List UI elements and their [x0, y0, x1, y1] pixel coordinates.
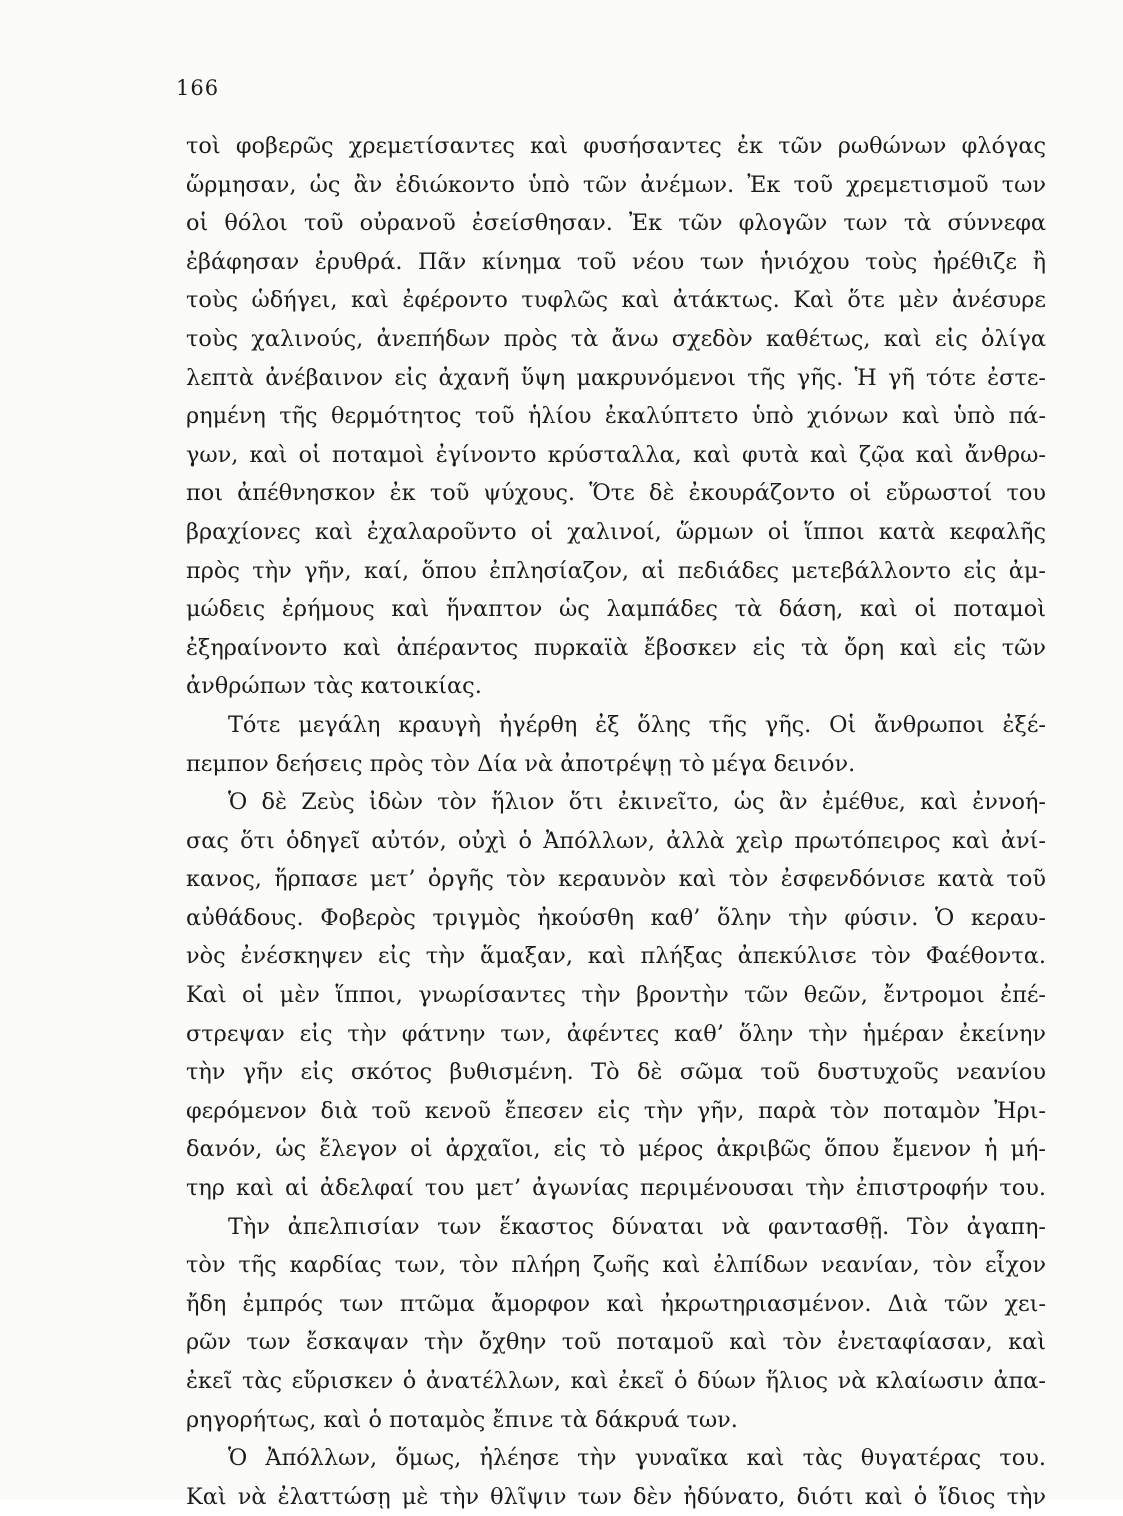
text-line: ἐβάφησαν ἐρυθρά. Πᾶν κίνημα τοῦ νέου των ἡνιόχου τοὺς ἠρέθιζε ἢ	[186, 248, 1046, 275]
text-line: οἱ θόλοι τοῦ οὐρανοῦ ἐσείσθησαν. Ἐκ τῶν φλογῶν των τὰ σύννεφα	[186, 210, 1046, 237]
text-line: ἐξηραίνοντο καὶ ἀπέραντος πυρκαϊὰ ἔβοσκεν εἰς τὰ ὄρη καὶ εἰς τῶν	[186, 634, 1046, 661]
text-line: φερόμενον διὰ τοῦ κενοῦ ἔπεσεν εἰς τὴν γῆν, παρὰ τὸν ποταμὸν Ἠρι-	[186, 1097, 1046, 1124]
text-line: τηρ καὶ αἱ ἀδελφαί του μετ’ ἀγωνίας περιμένουσαι τὴν ἐπιστροφήν του.	[186, 1175, 1046, 1202]
text-line: Τότε μεγάλη κραυγὴ ἠγέρθη ἐξ ὅλης τῆς γῆς. Οἱ ἄνθρωποι ἐξέ-	[228, 711, 1046, 738]
text-line: κανος, ἥρπασε μετ’ ὀργῆς τὸν κεραυνὸν καὶ τὸν ἐσφενδόνισε κατὰ τοῦ	[186, 866, 1046, 893]
text-line: Τὴν ἀπελπισίαν των ἕκαστος δύναται νὰ φαντασθῇ. Τὸν ἀγαπη-	[228, 1213, 1046, 1240]
text-line: δανόν, ὡς ἔλεγον οἱ ἀρχαῖοι, εἰς τὸ μέρος ἀκριβῶς ὅπου ἔμενον ἡ μή-	[186, 1136, 1046, 1163]
text-line: Καὶ νὰ ἐλαττώσῃ μὲ τὴν θλῖψιν των δὲν ἠδύνατο, διότι καὶ ὁ ἴδιος τὴν	[186, 1483, 1046, 1510]
text-line: μώδεις ἐρήμους καὶ ἥναπτον ὡς λαμπάδες τὰ δάση, καὶ οἱ ποταμοὶ	[186, 596, 1046, 623]
text-line: ἐκεῖ τὰς εὕρισκεν ὁ ἀνατέλλων, καὶ ἐκεῖ ὁ δύων ἥλιος νὰ κλαίωσιν ἀπα-	[186, 1368, 1046, 1394]
text-line: λεπτὰ ἀνέβαινον εἰς ἀχανῆ ὕψη μακρυνόμενοι τῆς γῆς. Ἡ γῆ τότε ἐστε-	[186, 364, 1046, 391]
text-line: στρεψαν εἰς τὴν φάτνην των, ἀφέντες καθ’ ὅλην τὴν ἡμέραν ἐκείνην	[186, 1020, 1046, 1047]
text-line: τὸν τῆς καρδίας των, τὸν πλήρη ζωῆς καὶ ἐλπίδων νεανίαν, τὸν εἶχον	[186, 1252, 1046, 1279]
text-line: γων, καὶ οἱ ποταμοὶ ἐγίνοντο κρύσταλλα, καὶ φυτὰ καὶ ζῷα καὶ ἄνθρω-	[186, 441, 1046, 468]
text-line: πεμπον δεήσεις πρὸς τὸν Δία νὰ ἀποτρέψῃ τὸ μέγα δεινόν.	[186, 750, 856, 777]
page-number: 166	[176, 76, 220, 100]
body-text	[186, 127, 1046, 1516]
text-line: ποι ἀπέθνησκον ἐκ τοῦ ψύχους. Ὅτε δὲ ἐκουράζοντο οἱ εὔρωστοί του	[186, 480, 1046, 507]
text-line: τὴν γῆν εἰς σκότος βυθισμένη. Τὸ δὲ σῶμα τοῦ δυστυχοῦς νεανίου	[186, 1059, 1046, 1086]
text-line: αὐθάδους. Φοβερὸς τριγμὸς ἠκούσθη καθ’ ὅλην τὴν φύσιν. Ὁ κεραυ-	[186, 904, 1046, 931]
text-line: Ὁ Ἀπόλλων, ὅμως, ἠλέησε τὴν γυναῖκα καὶ τὰς θυγατέρας του.	[228, 1445, 1046, 1472]
text-line: ὥρμησαν, ὡς ἂν ἐδιώκοντο ὑπὸ τῶν ἀνέμων. Ἐκ τοῦ χρεμετισμοῦ των	[186, 171, 1046, 198]
text-line: ρῶν των ἔσκαψαν τὴν ὄχθην τοῦ ποταμοῦ καὶ τὸν ἐνεταφίασαν, καὶ	[186, 1329, 1046, 1356]
text-line: ἀνθρώπων τὰς κατοικίας.	[186, 673, 482, 700]
text-line: Καὶ οἱ μὲν ἵπποι, γνωρίσαντες τὴν βροντὴν τῶν θεῶν, ἔντρομοι ἐπέ-	[186, 982, 1046, 1009]
text-line: πρὸς τὴν γῆν, καί, ὅπου ἐπλησίαζον, αἱ πεδιάδες μετεβάλλοντο εἰς ἀμ-	[186, 557, 1046, 584]
text-line: τοὶ φοβερῶς χρεμετίσαντες καὶ φυσήσαντες ἐκ τῶν ρωθώνων φλόγας	[186, 133, 1046, 159]
text-line: βραχίονες καὶ ἐχαλαροῦντο οἱ χαλινοί, ὥρμων οἱ ἵπποι κατὰ κεφαλῆς	[186, 518, 1046, 545]
text-line: Ὁ δὲ Ζεὺς ἰδὼν τὸν ἥλιον ὅτι ἐκινεῖτο, ὡς ἂν ἐμέθυε, καὶ ἐννοή-	[228, 789, 1046, 816]
text-line: σας ὅτι ὁδηγεῖ αὐτόν, οὐχὶ ὁ Ἀπόλλων, ἀλλὰ χεὶρ πρωτόπειρος καὶ ἀνί-	[186, 827, 1046, 854]
text-line: ἤδη ἐμπρός των πτῶμα ἄμορφον καὶ ἠκρωτηριασμένον. Διὰ τῶν χει-	[186, 1290, 1046, 1317]
text-line: ρημένη τῆς θερμότητος τοῦ ἡλίου ἐκαλύπτετο ὑπὸ χιόνων καὶ ὑπὸ πά-	[186, 403, 1046, 430]
text-line: νὸς ἐνέσκηψεν εἰς τὴν ἅμαξαν, καὶ πλήξας ἀπεκύλισε τὸν Φαέθοντα.	[186, 943, 1046, 970]
text-line: τοὺς χαλινούς, ἀνεπήδων πρὸς τὰ ἄνω σχεδὸν καθέτως, καὶ εἰς ὀλίγα	[186, 325, 1046, 352]
text-line: τοὺς ὡδήγει, καὶ ἐφέροντο τυφλῶς καὶ ἀτάκτως. Καὶ ὅτε μὲν ἀνέσυρε	[186, 287, 1046, 314]
text-line: ρηγορήτως, καὶ ὁ ποταμὸς ἔπινε τὰ δάκρυά των.	[186, 1406, 738, 1433]
